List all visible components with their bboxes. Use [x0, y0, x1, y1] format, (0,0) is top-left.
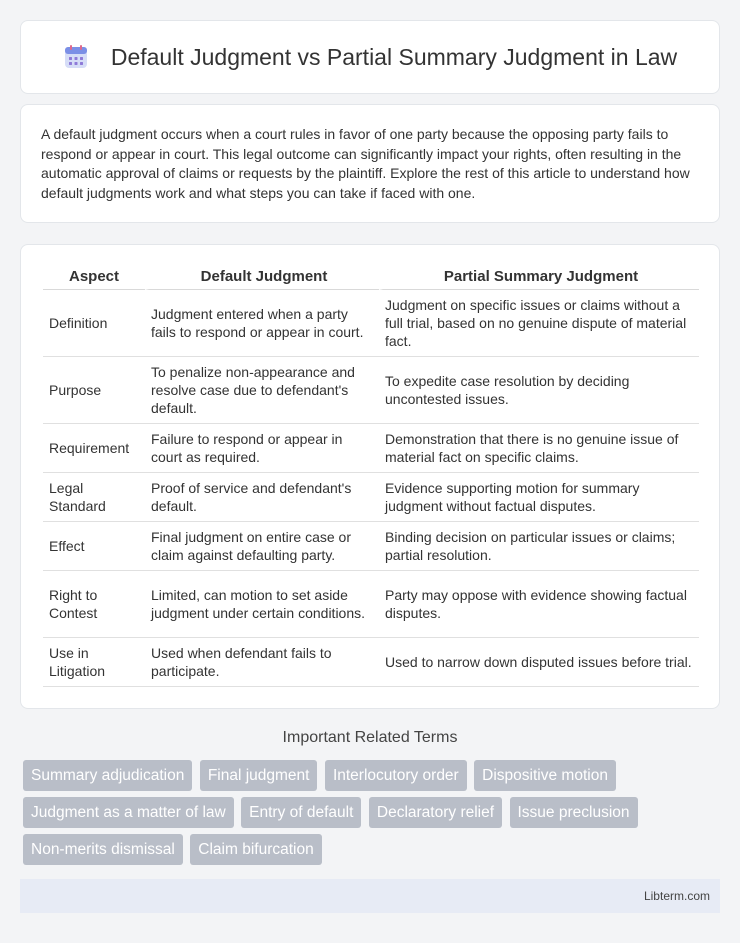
column-header: Partial Summary Judgment: [379, 265, 699, 290]
related-term-tag[interactable]: Declaratory relief: [369, 797, 502, 828]
related-term-tag[interactable]: Entry of default: [241, 797, 361, 828]
aspect-cell: Purpose: [43, 357, 145, 424]
partial-cell: Demonstration that there is no genuine issue of material fact on specific claims.: [379, 424, 699, 473]
related-term-tag[interactable]: Judgment as a matter of law: [23, 797, 234, 828]
column-header: Aspect: [43, 265, 145, 290]
partial-cell: Binding decision on particular issues or claims; partial resolution.: [379, 522, 699, 571]
table-row: [43, 357, 699, 424]
header-card: [20, 20, 720, 94]
related-term-tag[interactable]: Dispositive motion: [474, 760, 616, 791]
footer: [20, 879, 720, 913]
partial-cell: Used to narrow down disputed issues before trial.: [379, 638, 699, 687]
related-term-tag[interactable]: Interlocutory order: [325, 760, 467, 791]
default-cell: Used when defendant fails to participate.: [145, 638, 379, 687]
aspect-cell: Use in Litigation: [43, 638, 145, 687]
default-cell: Proof of service and defendant's default.: [145, 473, 379, 522]
partial-cell: To expedite case resolution by deciding uncontested issues.: [379, 357, 699, 424]
related-term-tag[interactable]: Summary adjudication: [23, 760, 192, 791]
related-terms-list: [23, 760, 703, 871]
intro-card: [20, 104, 720, 223]
related-term-tag[interactable]: Issue preclusion: [510, 797, 638, 828]
column-header: Default Judgment: [145, 265, 379, 290]
default-cell: Limited, can motion to set aside judgment under certain conditions.: [145, 571, 379, 638]
table-row: [43, 290, 699, 357]
table-row: [43, 638, 699, 687]
related-term-tag[interactable]: Final judgment: [200, 760, 318, 791]
related-term-tag[interactable]: Non-merits dismissal: [23, 834, 183, 865]
aspect-cell: Requirement: [43, 424, 145, 473]
comparison-table: [43, 265, 699, 687]
footer-brand-link[interactable]: Libterm.com: [643, 889, 710, 903]
aspect-cell: Effect: [43, 522, 145, 571]
comparison-table-card: [20, 244, 720, 709]
table-row: [43, 571, 699, 638]
aspect-cell: Legal Standard: [43, 473, 145, 522]
calendar-icon: [63, 44, 89, 70]
related-term-tag[interactable]: Claim bifurcation: [190, 834, 321, 865]
table-header-row: [43, 265, 699, 290]
default-cell: Final judgment on entire case or claim against defaulting party.: [145, 522, 379, 571]
aspect-cell: Definition: [43, 290, 145, 357]
partial-cell: Evidence supporting motion for summary judgment without factual disputes.: [379, 473, 699, 522]
page-title: Default Judgment vs Partial Summary Judgment in Law: [110, 43, 678, 70]
default-cell: To penalize non-appearance and resolve case due to defendant's default.: [145, 357, 379, 424]
related-terms-title: Important Related Terms: [282, 729, 458, 746]
table-row: [43, 522, 699, 571]
intro-text: A default judgment occurs when a court rules in favor of one party because the opposing party fails to respond or appear in court. This legal outcome can significantly impact your rights, often resulting in the automatic approval of claims or requests by the plaintiff. Explore the rest of this article to understand how default judgments work and what steps you can take if faced with one.: [41, 126, 690, 201]
partial-cell: Party may oppose with evidence showing factual disputes.: [379, 571, 699, 638]
partial-cell: Judgment on specific issues or claims without a full trial, based on no genuine dispute of material fact.: [379, 290, 699, 357]
default-cell: Judgment entered when a party fails to respond or appear in court.: [145, 290, 379, 357]
aspect-cell: Right to Contest: [43, 571, 145, 638]
default-cell: Failure to respond or appear in court as required.: [145, 424, 379, 473]
table-row: [43, 473, 699, 522]
table-row: [43, 424, 699, 473]
